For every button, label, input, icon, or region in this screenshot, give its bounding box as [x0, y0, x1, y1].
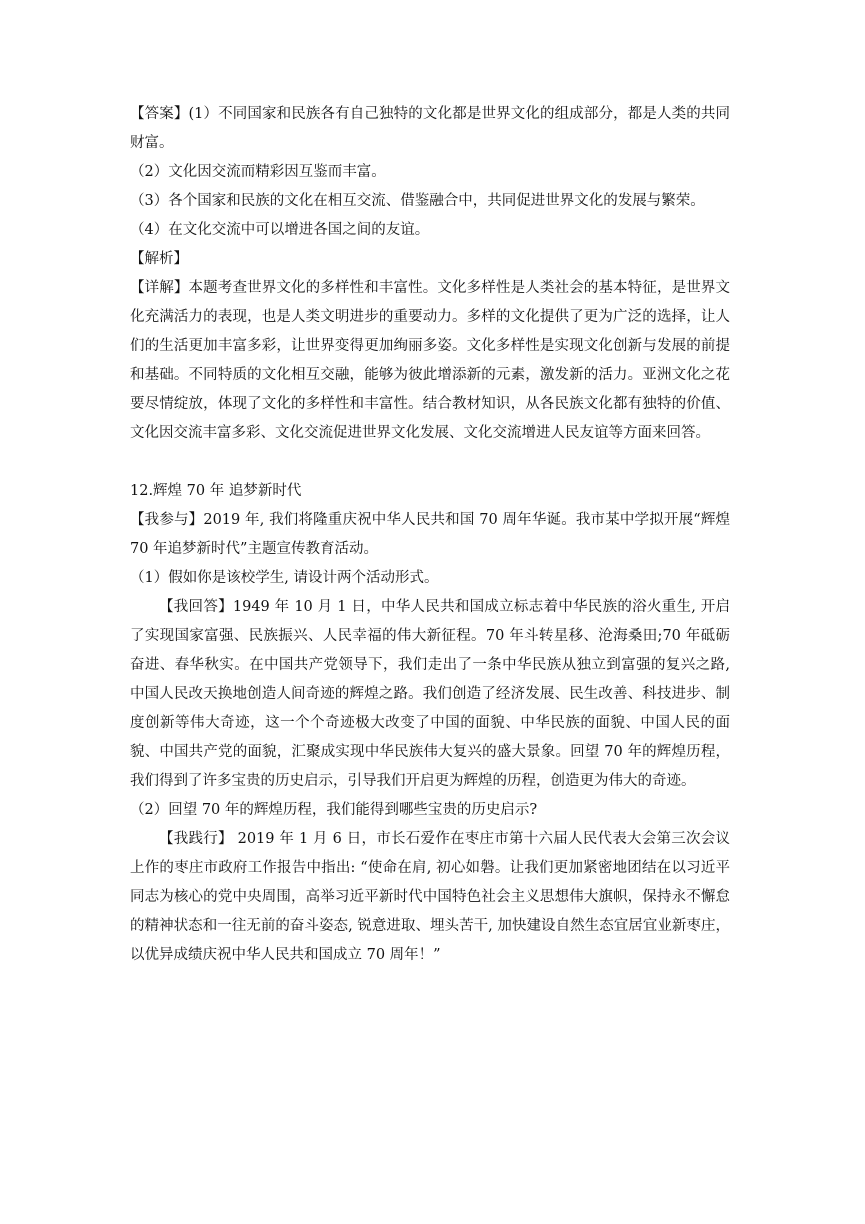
answer-paragraph: 【答案】(1）不同国家和民族各有自己独特的文化都是世界文化的组成部分，都是人类的共同财富。: [130, 106, 730, 151]
my-answer-paragraph: 【我回答】1949 年 10 月 1 日，中华人民共和国成立标志着中华民族的浴火重生, 开启了实现国家富强、民族振兴、人民幸福的伟大新征程。70 年斗转星移、沧海桑田;70 年砥砺奋进、春华秋实。在中国共产党领导下，我们走出了一条中华民族从独立到富强的复兴之路, 中国人民改天换地创造人间奇迹的辉煌之路。我们创造了经济发展、民生改善、科技进步、制度创新等伟大奇迹，这一个个奇迹极大改变了中国的面貌、中华民族的面貌、中国人民的面貌、中国共产党的面貌，汇聚成实现中华民族伟大复兴的盛大景象。回望 70 年的辉煌历程，我们得到了许多宝贵的历史启示，引导我们开启更为辉煌的历程，创造更为伟大的奇迹。: [130, 599, 730, 789]
section-gap: [130, 448, 730, 477]
answer-point-4: （4）在文化交流中可以增进各国之间的友谊。: [130, 222, 430, 238]
question-12-part-1: （1）假如你是该校学生, 请设计两个活动形式。: [130, 570, 439, 586]
document-page: [130, 100, 730, 970]
detail-paragraph: 【详解】本题考查世界文化的多样性和丰富性。文化多样性是人类社会的基本特征，是世界文化充满活力的表现，也是人类文明进步的重要动力。多样的文化提供了更为广泛的选择，让人们的生活更加丰富多彩，让世界变得更加绚丽多姿。文化多样性是实现文化创新与发展的前提和基础。不同特质的文化相互交融，能够为彼此增添新的元素，激发新的活力。亚洲文化之花要尽情绽放，体现了文化的多样性和丰富性。结合教材知识，从各民族文化都有独特的价值、文化因交流丰富多彩、文化交流促进世界文化发展、文化交流增进人民友谊等方面来回答。: [130, 280, 730, 441]
participate-paragraph: 【我参与】2019 年, 我们将隆重庆祝中华人民共和国 70 周年华诞。我市某中学拟开展“辉煌 70 年追梦新时代”主题宣传教育活动。: [130, 512, 730, 557]
analysis-heading: 【解析】: [130, 251, 188, 267]
answer-point-2: （2）文化因交流而精彩因互鉴而丰富。: [130, 164, 386, 180]
question-12-part-2: （2）回望 70 年的辉煌历程，我们能得到哪些宝贵的历史启示?: [130, 802, 538, 818]
question-12-title: 12.辉煌 70 年 追梦新时代: [130, 483, 302, 499]
answer-point-3: （3）各个国家和民族的文化在相互交流、借鉴融合中，共同促进世界文化的发展与繁荣。: [130, 193, 705, 209]
practice-paragraph: 【我践行】 2019 年 1 月 6 日，市长石爱作在枣庄市第十六届人民代表大会第三次会议上作的枣庄市政府工作报告中指出: “使命在肩, 初心如磐。让我们更加紧密地团结在以习近平同志为核心的党中央周围，高举习近平新时代中国特色社会主义思想伟大旗帜，保持永不懈怠的精神状态和一往无前的奋斗姿态, 锐意进取、埋头苦干, 加快建设自然生态宜居宜业新枣庄，以优异成绩庆祝中华人民共和国成立 70 周年！”: [130, 831, 730, 963]
